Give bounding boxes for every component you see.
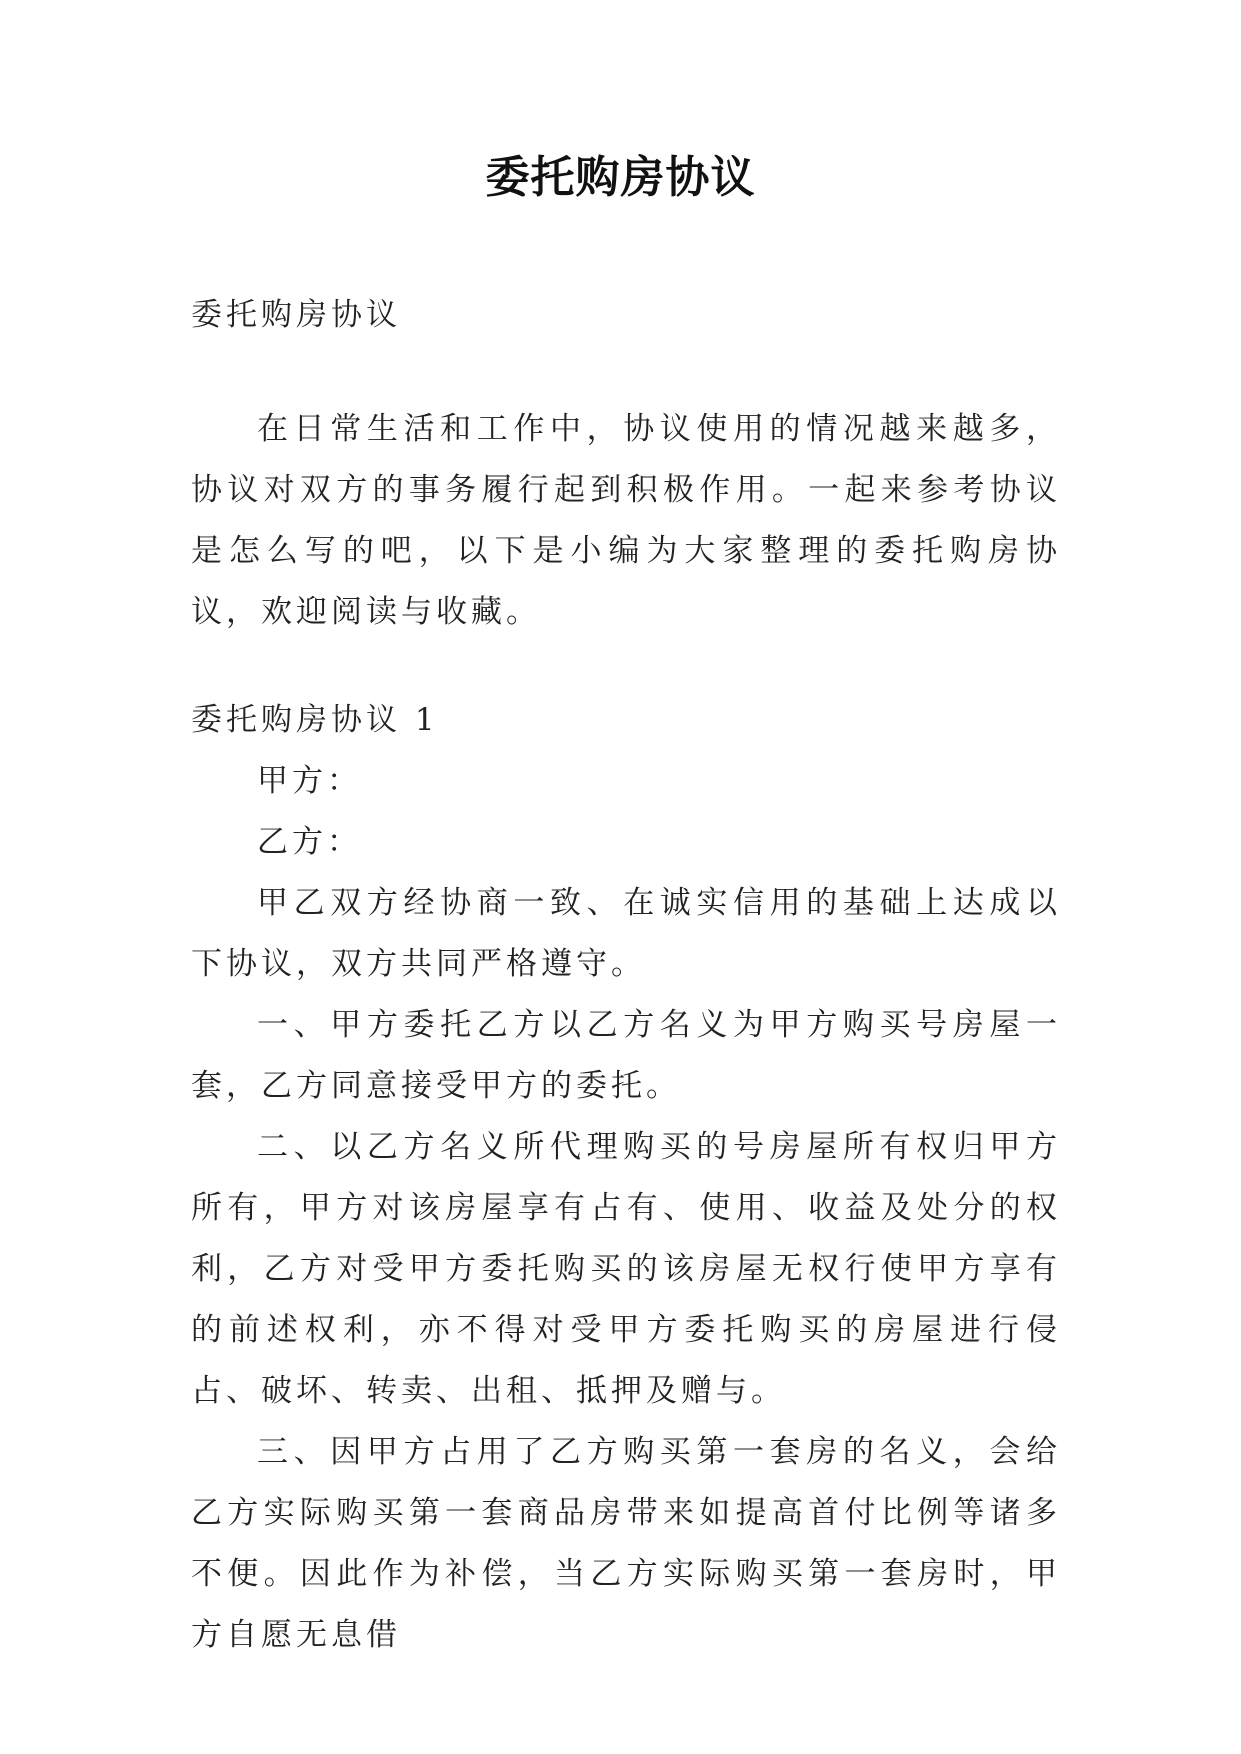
intro-paragraph: [191, 399, 1061, 643]
document-title: 委托购房协议: [485, 152, 756, 203]
agreement-section: [191, 690, 1061, 1666]
clause-2: 二、以乙方名义所代理购买的号房屋所有权归甲方所有，甲方对该房屋享有占有、使用、收益及处分的权利，乙方对受甲方委托购买的该房屋无权行使甲方享有的前述权利，亦不得对受甲方委托购买的房屋进行侵占、破坏、转卖、出租、抵押及赠与。: [191, 1129, 1061, 1409]
preamble-paragraph: 甲乙双方经协商一致、在诚实信用的基础上达成以下协议，双方共同严格遵守。: [191, 885, 1061, 982]
clause-3: 三、因甲方占用了乙方购买第一套房的名义，会给乙方实际购买第一套商品房带来如提高首付比例等诸多不便。因此作为补偿，当乙方实际购买第一套房时，甲方自愿无息借: [191, 1434, 1061, 1653]
party-a-line: 甲方：: [257, 763, 362, 799]
section-heading: 委托购房协议 1: [191, 702, 439, 738]
intro-text: 在日常生活和工作中，协议使用的情况越来越多，协议对双方的事务履行起到积极作用。一起来参考协议是怎么写的吧，以下是小编为大家整理的委托购房协议，欢迎阅读与收藏。: [191, 411, 1061, 630]
clause-1: 一、甲方委托乙方以乙方名义为甲方购买号房屋一套，乙方同意接受甲方的委托。: [191, 1007, 1061, 1104]
party-b-line: 乙方：: [257, 824, 362, 860]
document-subtitle: [191, 285, 1061, 346]
subtitle-text: 委托购房协议: [191, 297, 401, 333]
